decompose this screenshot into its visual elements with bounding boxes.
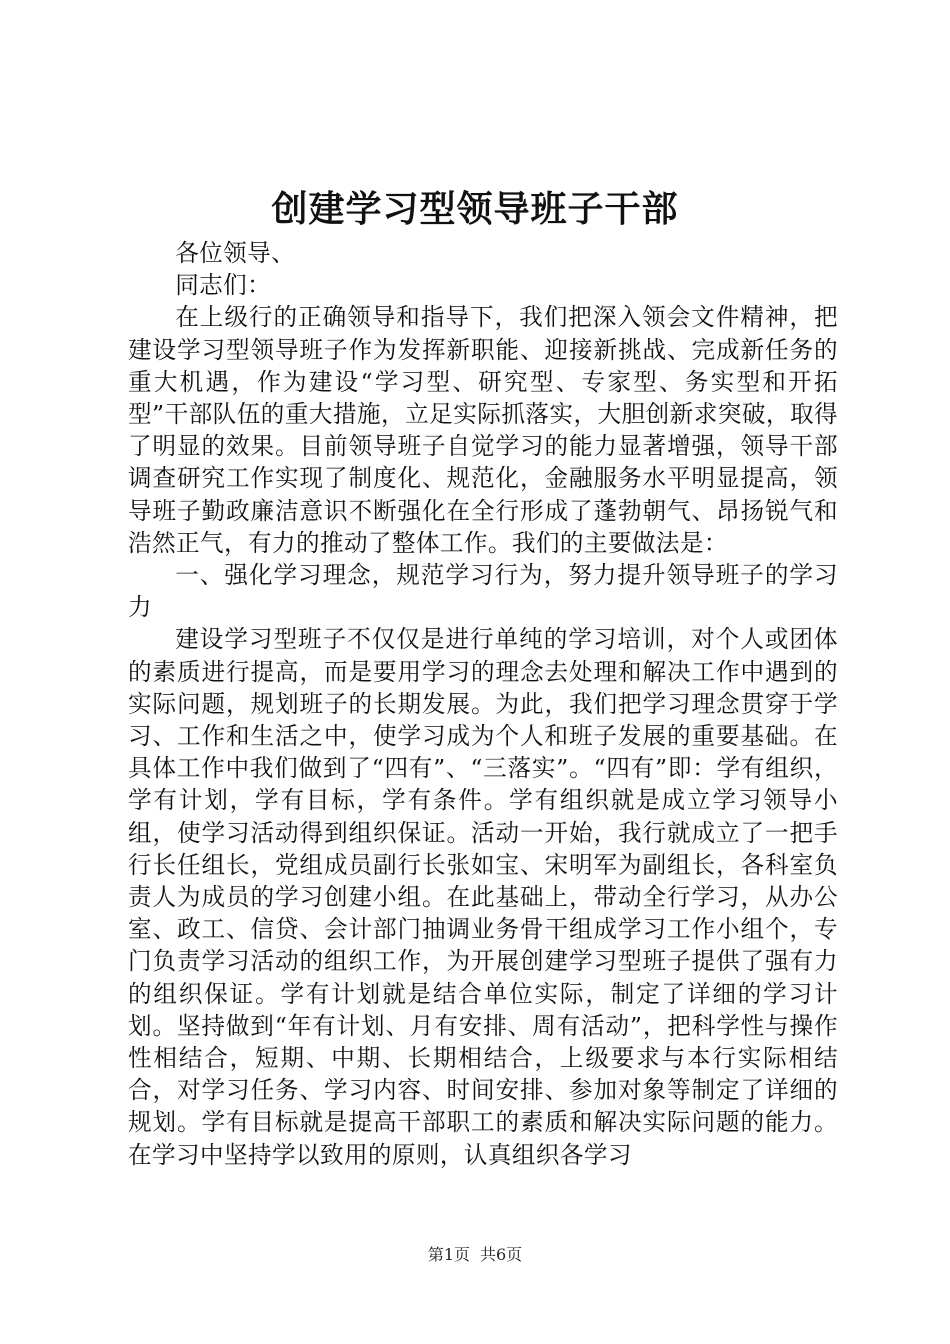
page-total: 共6页 [480,1245,523,1264]
page-footer [0,1244,950,1266]
salutation-line-1: 各位领导、 [175,239,296,267]
paragraph-section-1: 建设学习型班子不仅仅是进行单纯的学习培训，对个人或团体的素质进行提高，而是要用学习的理念去处理和解决工作中遇到的实际问题，规划班子的长期发展。为此，我们把学习理念贯穿于学习、工作和生活之中，使学习成为个人和班子发展的重要基础。在具体工作中我们做到了“四有”、“三落实”。“四有”即：学有组织，学有计划，学有目标，学有条件。学有组织就是成立学习领导小组，使学习活动得到组织保证。活动一开始，我行就成立了一把手行长任组长，党组成员副行长张如宝、宋明军为副组长，各科室负责人为成员的学习创建小组。在此基础上，带动全行学习，从办公室、政工、信贷、会计部门抽调业务骨干组成学习工作小组个，专门负责学习活动的组织工作，为开展创建学习型班子提供了强有力的组织保证。学有计划就是结合单位实际，制定了详细的学习计划。坚持做到“年有计划、月有安排、周有活动”，把科学性与操作性相结合，短期、中期、长期相结合，上级要求与本行实际相结合，对学习任务、学习内容、时间安排、参加对象等制定了详细的规划。学有目标就是提高干部职工的素质和解决实际问题的能力。在学习中坚持学以致用的原则，认真组织各学习 [128,625,838,1169]
salutation-line-2: 同志们： [175,271,272,300]
document-title: 创建学习型领导班子干部 [271,188,679,230]
page-number: 第1页 [427,1245,470,1264]
document-body [128,237,838,1171]
section-heading-1: 一、强化学习理念，规范学习行为，努力提升领导班子的学习力 [128,561,838,622]
paragraph-intro: 在上级行的正确领导和指导下，我们把深入领会文件精神，把建设学习型领导班子作为发挥新职能、迎接新挑战、完成新任务的重大机遇，作为建设“学习型、研究型、专家型、务实型和开拓型”干部队伍的重大措施，立足实际抓落实，大胆创新求突破，取得了明显的效果。目前领导班子自觉学习的能力显著增强，领导干部调查研究工作实现了制度化、规范化，金融服务水平明显提高，领导班子勤政廉洁意识不断强化在全行形成了蓬勃朝气、昂扬锐气和浩然正气，有力的推动了整体工作。我们的主要做法是： [128,303,838,557]
